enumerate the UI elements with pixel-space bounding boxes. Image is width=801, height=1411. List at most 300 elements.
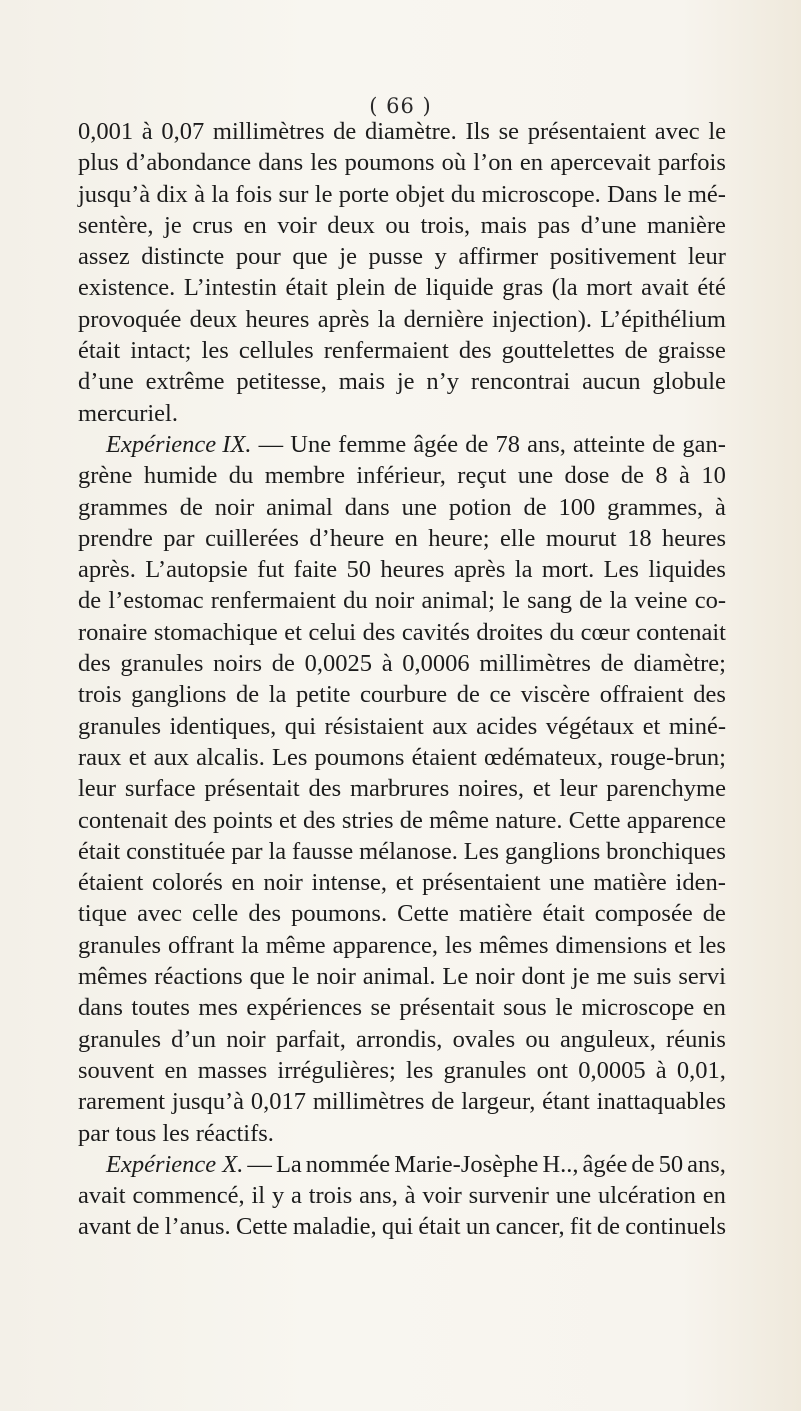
word: le <box>555 994 573 1022</box>
word: poumons. <box>291 900 388 928</box>
word: parfait, <box>275 1025 346 1053</box>
word: de <box>236 681 260 709</box>
word: du <box>549 618 575 646</box>
word: en <box>231 869 255 897</box>
word: le <box>708 118 726 145</box>
word: fois <box>235 180 273 208</box>
word: de <box>600 650 624 678</box>
word: après. <box>78 556 136 584</box>
text-line <box>78 304 726 335</box>
word: qui <box>381 1213 414 1241</box>
text-line <box>78 179 726 210</box>
word: était <box>78 837 121 865</box>
word: avait <box>641 274 689 302</box>
word: qui <box>284 712 317 740</box>
word: l’estomac <box>108 587 204 615</box>
word: de <box>271 650 295 678</box>
word: de <box>399 806 423 834</box>
word: miné- <box>668 712 726 740</box>
word: de <box>465 430 489 458</box>
word: mélanose. <box>359 837 458 865</box>
word: y <box>271 1182 285 1210</box>
word: des <box>302 806 336 834</box>
word: le <box>502 587 520 615</box>
word: extrême <box>145 368 225 396</box>
word: de <box>620 462 644 490</box>
text-line <box>78 241 726 272</box>
text-line <box>78 116 726 147</box>
word: mort. <box>541 556 595 584</box>
word: je <box>571 963 590 991</box>
word: elle <box>499 524 536 552</box>
word: se <box>370 994 391 1022</box>
word: noires, <box>458 775 525 803</box>
word: microscope. <box>481 180 601 208</box>
word: avec <box>137 900 182 928</box>
word: contenait <box>636 618 726 646</box>
word: 0,07 <box>161 118 205 145</box>
word: des <box>693 681 726 709</box>
word: ans, <box>359 1182 398 1210</box>
word: œdémateux, <box>484 743 604 771</box>
word: parenchyme <box>606 775 726 803</box>
word: d’une <box>580 211 637 239</box>
word: en <box>519 149 543 177</box>
word: — <box>258 430 284 458</box>
text-line <box>78 1055 726 1086</box>
word: grammes, <box>607 493 704 521</box>
word: après <box>317 305 370 333</box>
word: fausse <box>292 837 354 865</box>
word: ganglions <box>131 681 227 709</box>
word: animal. <box>362 963 436 991</box>
word: porte <box>338 180 390 208</box>
word: je <box>164 211 182 239</box>
word: servi <box>678 963 726 991</box>
word: de <box>431 1088 455 1116</box>
word: étant <box>542 1088 590 1116</box>
word: apercevait <box>550 149 651 177</box>
word: L’autopsie <box>145 556 248 584</box>
word: trois <box>78 681 122 709</box>
word: intact; <box>130 337 192 365</box>
word: dans <box>78 994 123 1022</box>
word: toutes <box>131 994 190 1022</box>
word: ronaire <box>78 618 148 646</box>
word: assez <box>78 243 130 271</box>
word: 0,0025 <box>304 650 372 678</box>
word: la <box>377 305 396 333</box>
word: ont <box>536 1056 568 1084</box>
word: était <box>418 1213 461 1241</box>
word: inattaquables <box>596 1088 726 1116</box>
text-line <box>78 961 726 992</box>
word: dernière <box>403 305 484 333</box>
word: sang <box>527 587 573 615</box>
word: n’y <box>426 368 460 396</box>
line-text: par tous les réactifs. <box>78 1119 274 1147</box>
word: reçut <box>457 462 507 490</box>
text-line <box>78 1180 726 1211</box>
word: 0,0006 <box>402 650 470 678</box>
word: petite <box>296 681 351 709</box>
word: le <box>663 180 682 208</box>
word: stomachique <box>153 618 278 646</box>
text-line <box>78 429 726 460</box>
word: mes <box>198 994 238 1022</box>
text-line <box>78 773 726 804</box>
word: le <box>291 963 310 991</box>
word: noir <box>374 587 415 615</box>
word: graisse <box>657 337 726 365</box>
text-line <box>78 711 726 742</box>
experiment-heading: Expérience X. <box>106 1150 244 1178</box>
word: viscère <box>520 681 591 709</box>
word: anguleux, <box>559 1025 656 1053</box>
body-text <box>78 116 726 1243</box>
word: une <box>555 1182 592 1210</box>
word: marbrures <box>349 775 450 803</box>
word: Les <box>463 837 500 865</box>
word: dont <box>521 963 566 991</box>
word: pusse <box>368 243 423 271</box>
word: du <box>228 462 254 490</box>
word: des <box>174 806 207 834</box>
word: potion <box>448 493 512 521</box>
word: aux <box>153 743 189 771</box>
word: les <box>406 1056 434 1084</box>
word: constituée <box>126 837 226 865</box>
word: les <box>201 337 229 365</box>
word: pour <box>235 243 281 271</box>
word: résistaient <box>324 712 424 740</box>
word: millimètres <box>479 650 591 678</box>
word: provoquée <box>78 305 182 333</box>
text-line <box>78 460 726 491</box>
word: mé- <box>687 180 726 208</box>
word: un <box>465 1213 491 1241</box>
word: apparence, <box>332 931 438 959</box>
word: d’abondance <box>125 149 252 177</box>
word: rencontrai <box>470 368 571 396</box>
word: heures <box>245 305 310 333</box>
word: 100 <box>558 493 596 521</box>
text-line <box>78 898 726 929</box>
word: en <box>394 524 418 552</box>
word: été <box>697 274 726 302</box>
word: de <box>702 900 726 928</box>
word: ce <box>489 681 512 709</box>
word: La <box>275 1150 302 1178</box>
word: mourut <box>545 524 617 552</box>
word: de <box>596 1213 621 1241</box>
word: des <box>308 775 342 803</box>
word: les <box>698 931 726 959</box>
word: 0,001 <box>78 118 134 145</box>
text-line <box>78 210 726 241</box>
word: une <box>401 493 437 521</box>
line-text: mercuriel. <box>78 399 178 427</box>
word: de <box>333 118 357 145</box>
word: noir <box>475 963 515 991</box>
word: microscope <box>581 994 695 1022</box>
word: iden- <box>675 869 726 897</box>
word: 0,0005 <box>578 1056 646 1084</box>
word: de <box>393 274 418 302</box>
text-line <box>78 554 726 585</box>
word: irrégulières; <box>277 1056 396 1084</box>
word: voir <box>277 211 317 239</box>
word: des <box>78 650 111 678</box>
word: en <box>243 211 267 239</box>
word: parfois <box>657 149 726 177</box>
word: se <box>498 118 520 145</box>
word: nature. <box>495 806 563 834</box>
word: du <box>450 180 476 208</box>
word: gan- <box>682 430 726 458</box>
word: noir <box>226 1025 266 1053</box>
word: plus <box>78 149 119 177</box>
word: mais <box>338 368 386 396</box>
word: offrant <box>167 931 235 959</box>
word: et <box>279 806 297 834</box>
word: mêmes <box>479 931 549 959</box>
text-line <box>78 679 726 710</box>
word: raux <box>78 743 122 771</box>
word: gras <box>502 274 544 302</box>
word: surface <box>124 775 196 803</box>
word: crus <box>192 211 234 239</box>
word: et <box>284 618 302 646</box>
word: survenir <box>468 1182 549 1210</box>
word: courbure <box>360 681 448 709</box>
word: par <box>163 524 195 552</box>
word: je <box>396 368 415 396</box>
word: millimètres <box>212 118 325 145</box>
word: et <box>674 931 692 959</box>
word: ou <box>525 1025 550 1053</box>
word: 18 <box>627 524 652 552</box>
word: points <box>212 806 273 834</box>
word: à <box>381 650 393 678</box>
word: prendre <box>78 524 153 552</box>
word: sentère, <box>78 211 154 239</box>
word: aux <box>432 712 468 740</box>
word: (la <box>551 274 578 302</box>
word: fit <box>569 1213 592 1241</box>
word: que <box>292 243 328 271</box>
word: dans <box>258 149 304 177</box>
word: fut <box>257 556 285 584</box>
word: à <box>715 493 726 521</box>
word: avec <box>654 118 700 145</box>
word: co- <box>694 587 726 615</box>
word: offraient <box>599 681 684 709</box>
word: granules <box>78 712 161 740</box>
word: souvent <box>78 1056 155 1084</box>
word: atteinte <box>572 430 646 458</box>
word: trois <box>308 1182 353 1210</box>
word: H.., <box>542 1150 579 1178</box>
word: y <box>434 243 447 271</box>
word: de <box>78 587 102 615</box>
word: deux <box>189 305 238 333</box>
word: était <box>78 337 121 365</box>
word: 50 <box>346 556 372 584</box>
word: petitesse, <box>236 368 327 396</box>
word: liquides <box>648 556 726 584</box>
word: masses <box>197 1056 268 1084</box>
word: la <box>514 556 533 584</box>
word: globule <box>652 368 726 396</box>
text-line <box>78 272 726 303</box>
word: renfermaient <box>210 587 336 615</box>
word: et <box>642 712 661 740</box>
word: affirmer <box>458 243 539 271</box>
word: de <box>624 337 648 365</box>
text-line <box>78 1086 726 1117</box>
word: que <box>249 963 285 991</box>
word: et <box>395 869 414 897</box>
word: noirs <box>213 650 263 678</box>
word: les <box>310 149 338 177</box>
word: en <box>702 994 726 1022</box>
word: dans <box>344 493 390 521</box>
word: Les <box>272 743 308 771</box>
word: 50 <box>658 1150 684 1178</box>
word: et <box>532 775 551 803</box>
word: même <box>265 931 326 959</box>
word: stries <box>341 806 394 834</box>
word: du <box>343 587 368 615</box>
word: continuels <box>625 1213 726 1241</box>
word: la <box>268 837 287 865</box>
word: mêmes <box>78 963 148 991</box>
word: 8 <box>655 462 668 490</box>
word: objet <box>395 180 445 208</box>
word: présentait <box>399 994 495 1022</box>
word: dose <box>564 462 610 490</box>
word: la <box>211 180 230 208</box>
word: positivement <box>549 243 677 271</box>
text-line <box>78 617 726 648</box>
word: ans, <box>687 1150 726 1178</box>
word: même <box>429 806 489 834</box>
word: la <box>268 681 287 709</box>
word: de <box>652 430 676 458</box>
word: de <box>456 681 480 709</box>
text-line <box>78 523 726 554</box>
word: âgée <box>413 430 459 458</box>
word: millimètres <box>312 1088 425 1116</box>
word: granules <box>78 931 161 959</box>
word: dix <box>156 180 188 208</box>
word: leur <box>78 775 117 803</box>
word: heures <box>662 524 726 552</box>
word: où <box>441 149 467 177</box>
word: réactions <box>154 963 243 991</box>
word: sur <box>278 180 309 208</box>
word: plein <box>336 274 386 302</box>
text-line <box>78 867 726 898</box>
word: cuillerées <box>205 524 299 552</box>
word: trois, <box>420 211 471 239</box>
word: droites <box>476 618 544 646</box>
text-line <box>78 492 726 523</box>
word: de <box>523 493 547 521</box>
word: des <box>248 900 282 928</box>
word: présentait <box>204 775 300 803</box>
word: il <box>251 1182 266 1210</box>
word: d’heure <box>309 524 385 552</box>
word: et <box>128 743 147 771</box>
word: diamètre. <box>364 118 457 145</box>
word: à <box>141 118 153 145</box>
word: rarement <box>78 1088 166 1116</box>
word: de <box>631 1150 655 1178</box>
word: composée <box>594 900 693 928</box>
word: avait <box>78 1182 126 1210</box>
word: jusqu’à <box>78 180 151 208</box>
word: une <box>549 869 585 897</box>
word: Cette <box>235 1213 288 1241</box>
text-line <box>78 742 726 773</box>
word: réunis <box>666 1025 726 1053</box>
word: leur <box>559 775 598 803</box>
word: grène <box>78 462 133 490</box>
word: à <box>194 180 205 208</box>
text-line <box>78 1211 726 1242</box>
word: présentaient <box>422 869 541 897</box>
word: manière <box>647 211 726 239</box>
word: membre <box>264 462 345 490</box>
word: par <box>231 837 263 865</box>
word: tique <box>78 900 127 928</box>
word: me <box>596 963 627 991</box>
text-line <box>78 805 726 836</box>
word: 0,01, <box>676 1056 726 1084</box>
text-line <box>78 147 726 178</box>
word: aucun <box>582 368 641 396</box>
word: ovales <box>452 1025 516 1053</box>
word: 78 <box>495 430 520 458</box>
word: étaient <box>78 869 144 897</box>
word: noir <box>316 963 356 991</box>
word: a <box>291 1182 302 1210</box>
word: d’une <box>78 368 134 396</box>
word: granules <box>78 1025 161 1053</box>
word: noir <box>263 869 303 897</box>
word: dimensions <box>555 931 668 959</box>
word: jusqu’à <box>171 1088 245 1116</box>
word: largeur, <box>461 1088 536 1116</box>
word: la <box>241 931 259 959</box>
word: inférieur, <box>356 462 446 490</box>
text-line <box>78 648 726 679</box>
word: intense, <box>311 869 388 897</box>
word: une <box>517 462 554 490</box>
word: en <box>702 1182 726 1210</box>
word: identiques, <box>169 712 277 740</box>
text-line <box>78 930 726 961</box>
text-line <box>78 585 726 616</box>
word: des <box>458 337 492 365</box>
word: Marie-Josèphe <box>394 1150 539 1178</box>
text-line <box>78 992 726 1023</box>
word: Dans <box>607 180 658 208</box>
word: contenait <box>78 806 168 834</box>
word: d’un <box>171 1025 217 1053</box>
